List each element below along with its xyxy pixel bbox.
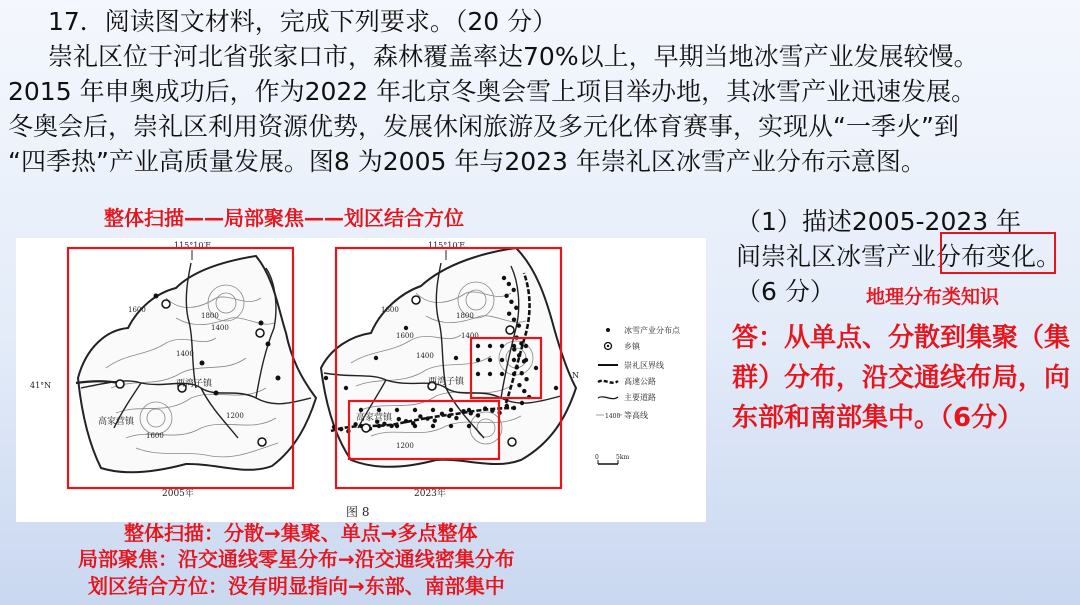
ski-point [266, 342, 271, 347]
ski-point [431, 424, 435, 428]
ski-point [377, 408, 381, 412]
ski-point [344, 386, 348, 390]
ski-point [395, 424, 399, 428]
question-line-2: 2015 年申奥成功后，作为2022 年北京冬奥会雪上项目举办地，其冰雪产业迅速发展。 [8, 77, 977, 106]
contour-label: 1400 [416, 352, 434, 360]
ski-point [440, 412, 444, 416]
contour-label: 1600 [128, 306, 146, 314]
ski-point [476, 344, 480, 348]
contour-label: 1400 [211, 324, 229, 332]
ski-point [339, 427, 343, 431]
ski-point [500, 358, 504, 362]
ski-point [512, 317, 516, 321]
town-label-gaojiaying-2005: 高家营镇 [98, 417, 135, 427]
question-header: 17．阅读图文材料，完成下列要求。（20 分） [48, 7, 558, 36]
ski-point [512, 288, 516, 292]
ski-point [514, 306, 518, 310]
map-2005 [30, 241, 316, 499]
ski-point [524, 358, 528, 362]
contour-label: 1200 [396, 442, 414, 450]
ski-point [404, 326, 408, 330]
ski-point [454, 356, 458, 360]
question-line-4: “四季热”产业高质量发展。图8 为2005 年与2023 年崇礼区冰雪产业分布示意图。 [8, 147, 926, 176]
ski-point [554, 386, 558, 390]
ski-point [433, 418, 437, 422]
ski-point [507, 312, 511, 316]
ski-point [488, 358, 492, 362]
ski-point [509, 300, 513, 304]
contour-label: 1400 [461, 332, 479, 340]
lat-label-2005: 41°N [30, 381, 52, 390]
ski-point [395, 408, 399, 412]
ski-point [377, 424, 381, 428]
ski-point [520, 371, 524, 375]
contour-label: 1800 [201, 312, 219, 320]
legend-item: 冰雪产业分布点 [624, 326, 680, 335]
district-boundary-2023 [321, 248, 576, 467]
ski-point [324, 376, 328, 380]
ski-point [431, 408, 435, 412]
town-label-xiwanzi-2005: 西湾子镇 [176, 379, 213, 389]
scale-zero: 0 [595, 454, 599, 461]
ski-point [512, 344, 516, 348]
scan-method-title: 整体扫描——局部聚焦——划区结合方位 [104, 206, 464, 230]
legend-item: 高速公路 [624, 377, 656, 386]
ski-point [413, 408, 417, 412]
contour-label: 1600 [396, 332, 414, 340]
ski-point [476, 413, 480, 417]
legend-contour-value: 1400 [605, 413, 621, 420]
summary-overall-scan: 整体扫描：分散→集聚、单点→多点整体 [124, 521, 478, 545]
ski-point [447, 414, 451, 418]
ski-point [524, 377, 528, 381]
ski-point [276, 376, 281, 381]
ski-point [515, 365, 519, 369]
year-label-2005: 2005年 [162, 489, 194, 499]
contour-label: 1200 [226, 412, 244, 420]
ski-point [512, 406, 516, 410]
ski-point [505, 404, 509, 408]
question-line-1: 崇礼区位于河北省张家口市，森林覆盖率达70%以上，早期当地冰雪产业发展较慢。 [48, 42, 979, 71]
legend-town-dot [607, 345, 609, 347]
ski-point [519, 341, 523, 345]
legend-item: 主要道路 [624, 393, 656, 402]
map-2023 [321, 241, 579, 499]
ski-point [154, 294, 159, 299]
ski-point [517, 353, 521, 357]
ski-point [374, 356, 378, 360]
ski-point [418, 414, 422, 418]
lon-label-2005: 115°10′E [174, 241, 212, 250]
ski-point [520, 401, 524, 405]
ski-point [359, 408, 363, 412]
ski-point [534, 366, 538, 370]
ski-point [397, 417, 401, 421]
lon-label-2023: 115°10′E [428, 241, 466, 250]
summary-zone-direction: 划区结合方位：没有明显指向→东部、南部集中 [88, 574, 505, 598]
ski-point [488, 344, 492, 348]
legend-item: 崇礼区界线 [624, 361, 664, 370]
ski-point [214, 391, 219, 396]
ski-point [467, 408, 471, 412]
ski-point [500, 344, 504, 348]
question-text [8, 4, 1078, 179]
ski-point [490, 408, 494, 412]
ski-point [517, 383, 521, 387]
summary-local-focus: 局部聚焦：沿交通线零星分布→沿交通线密集分布 [78, 547, 515, 571]
ski-point [449, 408, 453, 412]
legend-item: 乡镇 [624, 342, 640, 351]
contour-label: 1600 [146, 432, 164, 440]
town-label-xiwanzi-2023: 西湾子镇 [428, 377, 465, 387]
ski-point [425, 416, 429, 420]
contour-label: 1400 [176, 350, 194, 358]
keyword-highlight-box [940, 232, 1056, 274]
map-legend [595, 325, 681, 464]
legend-highway-symbol [598, 381, 618, 383]
lat-label-2023: N [572, 371, 579, 380]
ski-point [488, 372, 492, 376]
ski-point [404, 419, 408, 423]
contour-label: 1800 [456, 312, 474, 320]
ski-point [512, 358, 516, 362]
year-label-2023: 2023年 [414, 489, 446, 499]
map-figure [16, 238, 706, 522]
ski-point [522, 389, 526, 393]
ski-point [413, 424, 417, 428]
ski-point [449, 424, 453, 428]
knowledge-tag: 地理分布类知识 [866, 286, 1000, 308]
legend-ski-symbol [606, 328, 610, 332]
ski-point [476, 372, 480, 376]
ski-point [504, 294, 508, 298]
question-line-3: 冬奥会后，崇礼区利用资源优势，发展休闲旅游及多元化体育赛事，实现从“一季火”到 [8, 112, 959, 141]
ski-point [512, 372, 516, 376]
district-boundary-2005 [78, 256, 316, 472]
ski-point [389, 424, 393, 428]
ski-point [483, 406, 487, 410]
figure-caption: 图 8 [346, 505, 370, 519]
map-svg [16, 238, 706, 522]
ski-point [500, 372, 504, 376]
ski-point [524, 344, 528, 348]
ski-point [517, 323, 521, 327]
sub-question-line-2: 间崇礼区冰雪产业分布变化。 [736, 242, 1062, 271]
scale-label: 5km [616, 454, 630, 461]
ski-point [476, 358, 480, 362]
contour-label: 1600 [381, 306, 399, 314]
town-label-gaojiaying-2023: 高家营镇 [356, 413, 393, 423]
legend-road-symbol [598, 397, 618, 399]
ski-point [467, 424, 471, 428]
sub-question-line-1: （1）描述2005-2023 年 [736, 207, 1022, 236]
ski-point [259, 321, 264, 326]
ski-point [461, 409, 465, 413]
answer-text: 答：从单点、分散到集聚（集群）分布，沿交通线布局，向东部和南部集中。（6分） [732, 323, 1071, 433]
sub-question-line-3: （6 分） [736, 277, 835, 306]
legend-item: 等高线 [624, 411, 648, 420]
ski-point [507, 282, 511, 286]
ski-point [200, 361, 205, 366]
ski-point [502, 276, 506, 280]
ski-point [454, 416, 458, 420]
